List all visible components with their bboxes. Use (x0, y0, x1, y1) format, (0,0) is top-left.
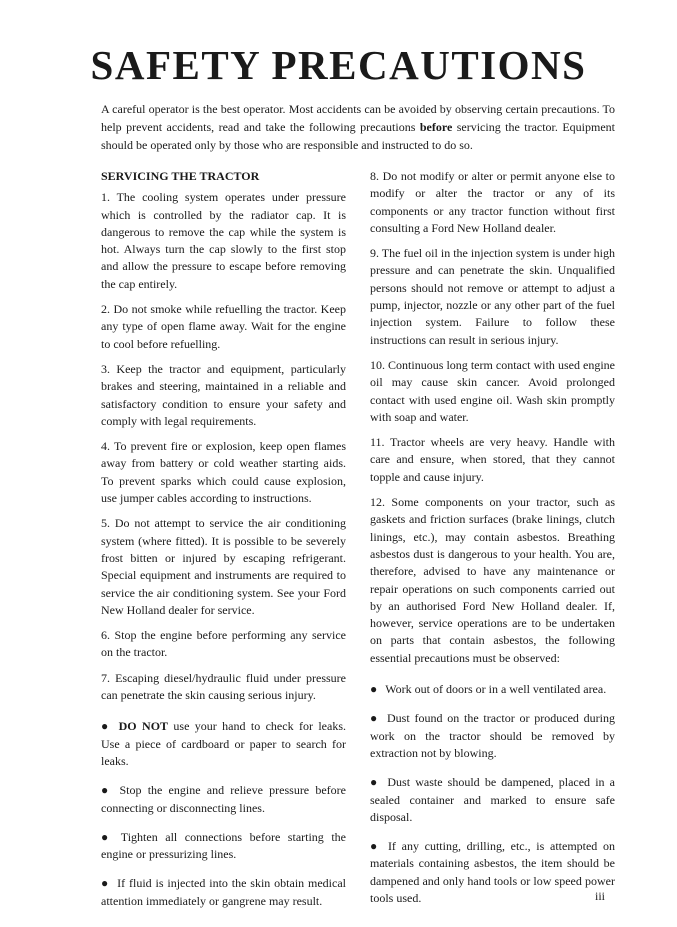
bullet-text: If fluid is injected into the skin obtain medical attention immediately or gangrene may result. (101, 876, 347, 908)
bullet-item (370, 838, 615, 907)
precaution-item-3: 3. Keep the tractor and equipment, particularly brakes and steering, maintained in a reliable and satisfactory condition to ensure your safety and comply with legal requirements. (101, 361, 346, 428)
precaution-item-9: 9. The fuel oil in the injection system is under high pressure and can penetrate the skin. Unqualified persons should not remove or attempt to adjust a pump, injector, nozzle or any other part of the fuel injection system. Failure to follow these instructions can result in serious injury. (370, 246, 615, 347)
left-column (101, 168, 346, 922)
precaution-item-6: 6. Stop the engine before performing any service on the tractor. (101, 628, 346, 660)
bullet-text: Stop the engine and relieve pressure before connecting or disconnecting lines. (101, 783, 346, 815)
bullet-icon: ● (370, 682, 378, 697)
bullet-text: Dust found on the tractor or produced during work on the tractor should be removed by extraction not by blowing. (370, 711, 615, 760)
page-title: SAFETY PRECAUTIONS (90, 42, 587, 88)
bullet-text: If any cutting, drilling, etc., is attempted on materials containing asbestos, the item should be dampened and only hand tools or low speed power tools used. (370, 839, 615, 905)
bullet-text: Work out of doors or in a well ventilated area. (385, 682, 607, 697)
bullet-item (370, 681, 615, 698)
bullet-item (101, 875, 346, 910)
precaution-item-1: 1. The cooling system operates under pressure which is controlled by the radiator cap. It is dangerous to remove the cap while the system is hot. Always turn the cap slowly to the first stop and allow the pressure to escape before removing the cap entirely. (101, 190, 346, 291)
bullet-icon: ● (101, 783, 112, 798)
bullet-item (101, 782, 346, 817)
bullet-text: Tighten all connections before starting the engine or pressurizing lines. (101, 829, 347, 862)
precaution-item-11: 11. Tractor wheels are very heavy. Handle with care and ensure, when stored, that they cannot topple and cause injury. (370, 435, 615, 484)
bullet-item (370, 710, 615, 762)
precaution-item-10: 10. Continuous long term contact with used engine oil may cause skin cancer. Avoid prolonged contact with used engine oil. Wash skin promptly with soap and water. (370, 357, 615, 424)
right-column (370, 168, 615, 919)
precaution-item-4: 4. To prevent fire or explosion, keep open flames away from battery or cold weather starting aids. To prevent sparks which could cause explosion, use jumper cables according to instructions. (101, 439, 346, 506)
bullet-item (370, 774, 615, 826)
precaution-item-8: 8. Do not modify or alter or permit anyone else to modify or alter the tractor or any of its components or any tractor function without first consulting a Ford New Holland dealer. (370, 169, 615, 235)
bullet-text: use your hand to check for leaks. Use a piece of cardboard or paper to search for leaks. (101, 719, 346, 768)
section-heading: SERVICING THE TRACTOR (101, 169, 260, 183)
precaution-item-5: 5. Do not attempt to service the air conditioning system (where fitted). It is possible to be severely frost bitten or injured by escaping refrigerant. Special equipment and instruments are required to service the air conditioning system. See your Ford New Holland dealer for service. (101, 516, 346, 617)
intro-text-before: A careful operator is the best operator. Most accidents can be avoided by observing certain precautions. To help prevent accidents, read and take the following precautions (101, 102, 615, 134)
bullet-icon: ● (370, 839, 380, 854)
precaution-item-2: 2. Do not smoke while refuelling the tractor. Keep any type of open flame away. Wait for the engine to cool before refuelling. (101, 302, 346, 351)
bullet-icon: ● (101, 719, 111, 734)
bullet-icon: ● (101, 829, 113, 844)
bullet-text: Dust waste should be dampened, placed in a sealed container and marked to ensure safe disposal. (370, 775, 615, 824)
precaution-item-12: 12. Some components on your tractor, such as gaskets and friction surfaces (brake linings, clutch linings, etc.), may contain asbestos. Breathing asbestos dust is dangerous to your health. You are, therefore, advised to have any maintenance or repair operations on such components carried out by an authorised Ford New Holland dealer. If, however, service operations are to be undertaken on parts that contain asbestos, the following essential precautions must be observed: (370, 495, 615, 665)
bullet-emphasis: DO NOT (118, 719, 169, 734)
bullet-icon: ● (101, 876, 110, 891)
bullet-item (101, 829, 346, 864)
bullet-icon: ● (370, 711, 380, 726)
intro-emphasis: before (419, 120, 453, 134)
bullet-icon: ● (370, 775, 380, 790)
precaution-item-7: 7. Escaping diesel/hydraulic fluid under pressure can penetrate the skin causing serious injury. (101, 670, 346, 703)
intro-text-after: servicing the tractor. Equipment should be operated only by those who are responsible and instructed to do so. (101, 120, 615, 152)
bullet-item (101, 718, 346, 770)
intro-paragraph (101, 100, 615, 154)
page-number: iii (595, 889, 606, 903)
